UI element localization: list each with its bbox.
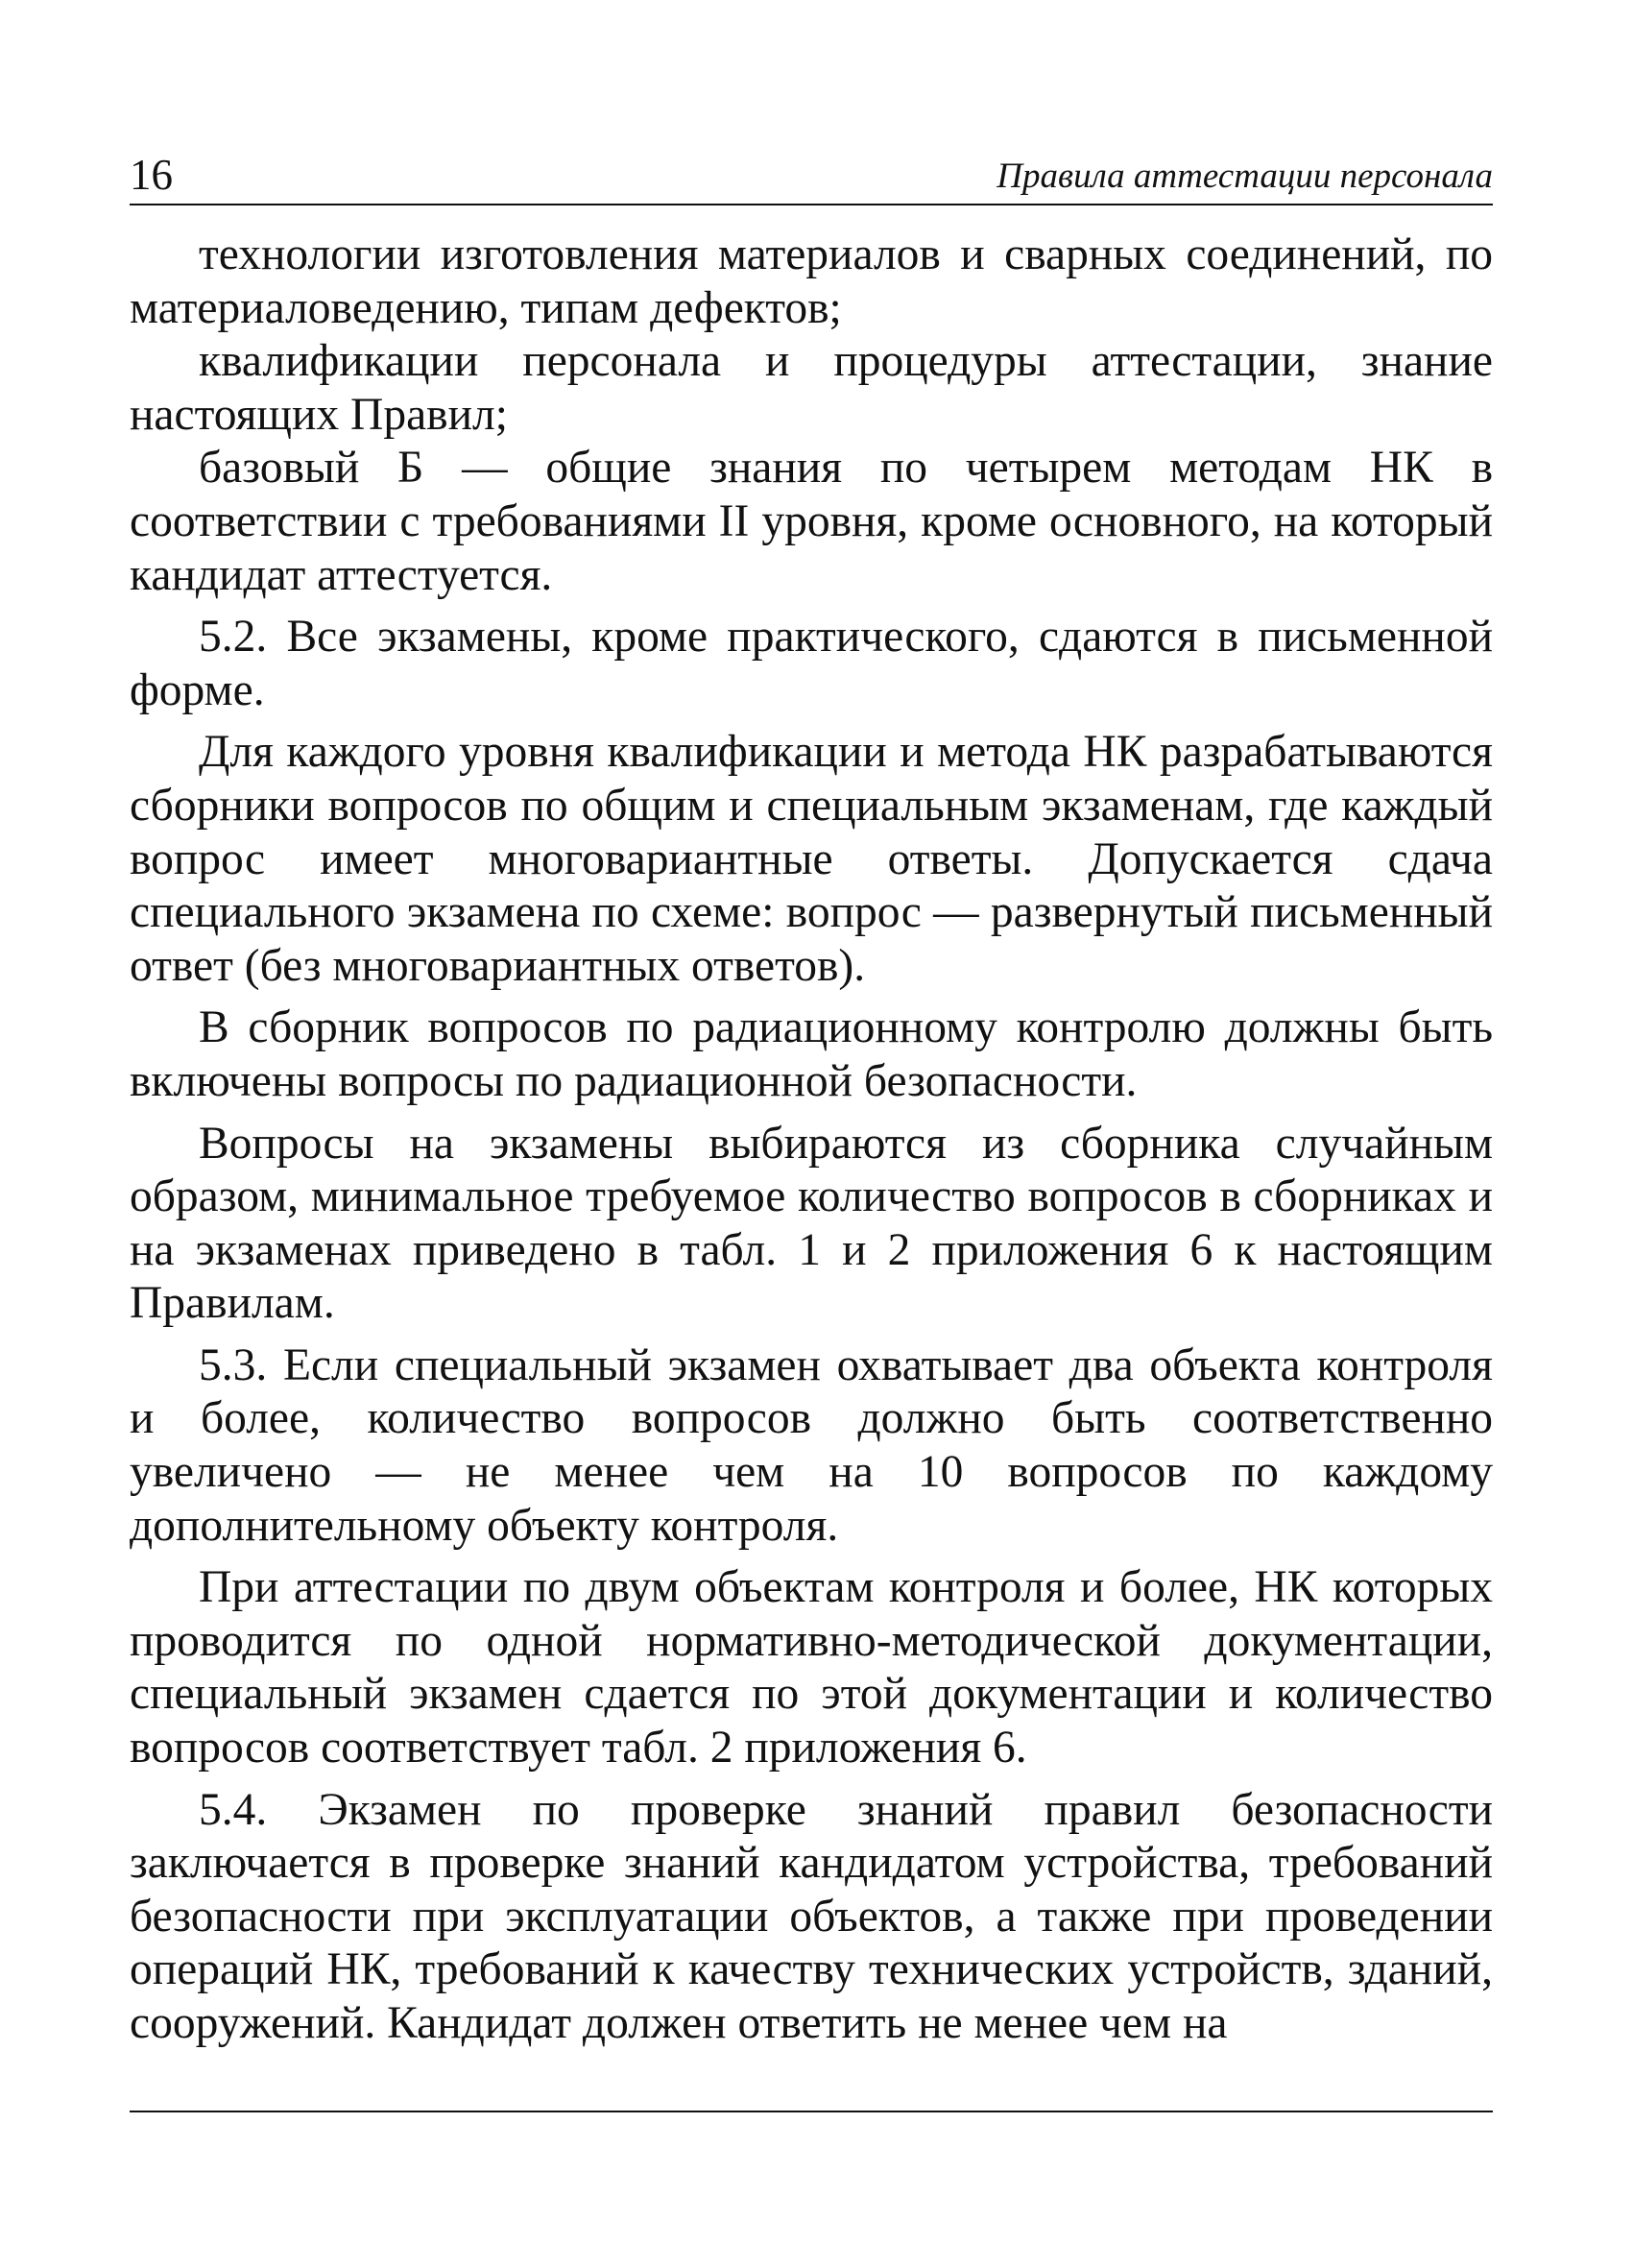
paragraph-qualification: квалификации персонала и процедуры аттестации, знание настоящих Правил; bbox=[130, 336, 1493, 440]
paragraph-question-collections: Для каждого уровня квалификации и метода НК разрабатываются сборники вопросов по общим и специальным экзаменам, где каждый вопрос имеет многовариантные ответы. Допускается сдача специального экзамена по схеме: вопрос — развернутый письменный ответ (без многовариантных ответов). bbox=[130, 727, 1493, 991]
page-number: 16 bbox=[130, 151, 173, 199]
running-title: Правила аттестации персонала bbox=[997, 157, 1493, 196]
paragraph-5-2: 5.2. Все экзамены, кроме практического, сдаются в письменной форме. bbox=[130, 612, 1493, 715]
paragraph-basic-b: базовый Б — общие знания по четырем методам НК в соответствии с требованиями II уровня, кроме основного, на который кандидат аттестуется. bbox=[130, 443, 1493, 600]
paragraph-question-selection: Вопросы на экзамены выбираются из сборника случайным образом, минимальное требуемое количество вопросов в сборниках и на экзаменах приведено в табл. 1 и 2 приложения 6 к настоящим Правилам. bbox=[130, 1118, 1493, 1329]
body-text bbox=[130, 229, 1493, 2060]
paragraph-radiation-control: В сборник вопросов по радиационному контролю должны быть включены вопросы по радиационной безопасности. bbox=[130, 1002, 1493, 1106]
paragraph-two-objects: При аттестации по двум объектам контроля и более, НК которых проводится по одной нормативно-методической документации, специальный экзамен сдается по этой документации и количество вопросов соответствует табл. 2 приложения 6. bbox=[130, 1562, 1493, 1773]
paragraph-5-3: 5.3. Если специальный экзамен охватывает два объекта контроля и более, количество вопросов должно быть соответственно увеличено — не менее чем на 10 вопросов по каждому дополнительному объекту контроля. bbox=[130, 1339, 1493, 1551]
header-rule bbox=[130, 204, 1493, 205]
paragraph-5-4: 5.4. Экзамен по проверке знаний правил безопасности заключается в проверке знаний кандидатом устройства, требований безопасности при эксплуатации объектов, а также при проведении операций НК, требований к качеству технических устройств, зданий, сооружений. Кандидат должен ответить не менее чем на bbox=[130, 1784, 1493, 2048]
paragraph-technology: технологии изготовления материалов и сварных соединений, по материаловедению, типам дефектов; bbox=[130, 229, 1493, 333]
running-header bbox=[130, 144, 1493, 202]
footer-rule bbox=[130, 2111, 1493, 2112]
